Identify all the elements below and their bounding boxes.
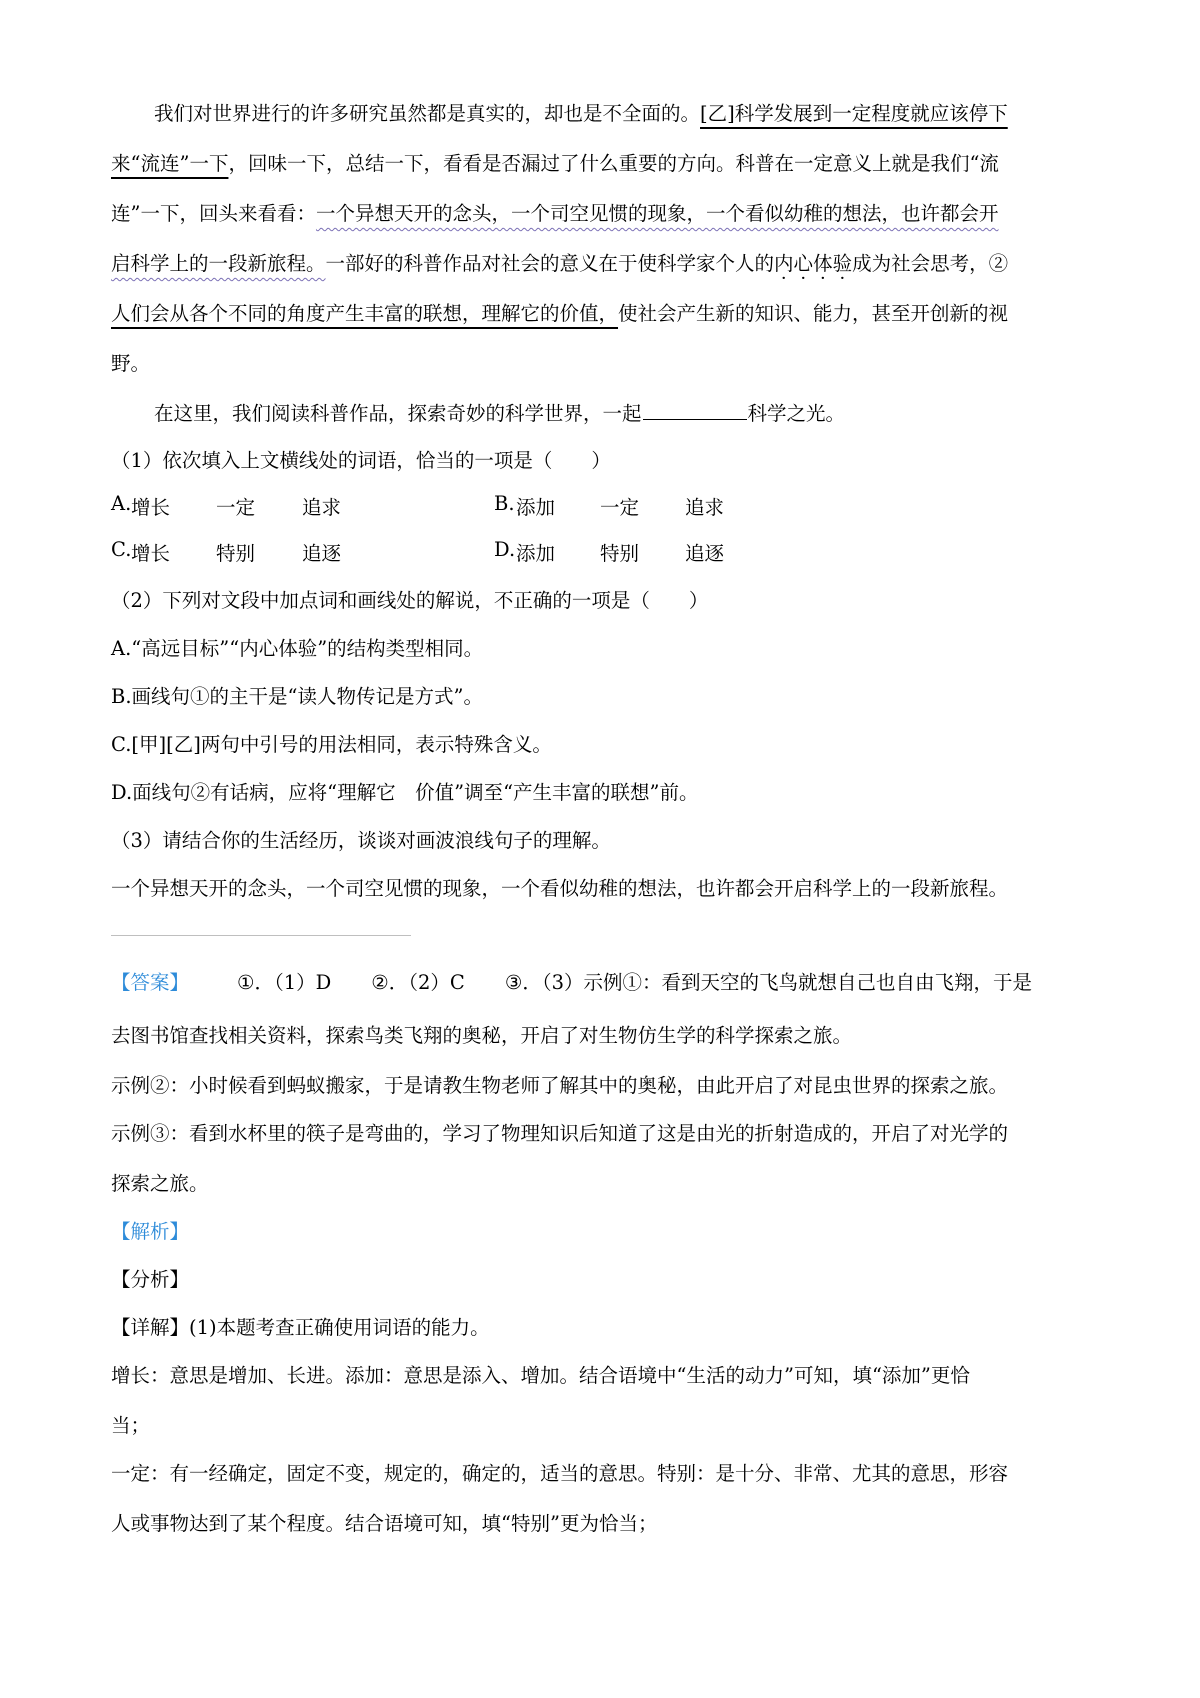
- passage-line-4: [111, 248, 1101, 276]
- q3-stem: （3）请结合你的生活经历，谈谈对画波浪线句子的理解。: [111, 829, 611, 852]
- passage-text: ，回味一下，总结一下，看看是否漏过了什么重要的方向。科普在一定意义上就是我们“流: [228, 152, 999, 175]
- passage-text: 科学之光。: [747, 402, 846, 425]
- option-b-word-2: 一定: [600, 496, 640, 519]
- dotted-char: 内: [774, 252, 794, 275]
- passage-text: 使社会产生新的知识、能力，甚至开创新的视: [618, 302, 1009, 325]
- option-d-word-1: 添加: [516, 542, 556, 565]
- option-a-word-1: 增长: [131, 496, 171, 519]
- passage-line-5: [111, 298, 1101, 326]
- option-letter-a: A.: [111, 492, 132, 515]
- q1-stem: （1）依次填入上文横线处的词语，恰当的一项是（ ）: [111, 449, 611, 472]
- option-a-word-2: 一定: [216, 496, 256, 519]
- answer-example-3: 示例③：看到水杯里的筷子是弯曲的，学习了物理知识后知道了这是由光的折射造成的，开启了对光学的: [111, 1122, 1009, 1145]
- analysis-tag: 【解析】: [111, 1220, 190, 1243]
- passage-line-3: [111, 198, 1101, 226]
- answer-example-2: 示例②：小时候看到蚂蚁搬家，于是请教生物老师了解其中的奥秘，由此开启了对昆虫世界的探索之旅。: [111, 1074, 1009, 1097]
- option-d-word-3: 追逐: [685, 542, 725, 565]
- underlined-sentence-2: 人们会从各个不同的角度产生丰富的联想，理解它的价值，: [111, 302, 619, 325]
- answer-example-3-cont: 探索之旅。: [111, 1172, 209, 1195]
- option-letter-c: C.: [111, 538, 132, 561]
- passage-text: 在这里，我们阅读科普作品，探索奇妙的科学世界，一起: [154, 402, 642, 425]
- passage-text: 一部好的科普作品对社会的意义在于使科学家个人的: [325, 252, 775, 275]
- passage-paragraph-2: [111, 398, 1144, 426]
- q2-stem: （2）下列对文段中加点词和画线处的解说，不正确的一项是（ ）: [111, 589, 709, 612]
- dotted-char: 体: [813, 252, 833, 275]
- answer-1: ①．（1）D: [237, 971, 332, 994]
- detail-para-2-cont: 人或事物达到了某个程度。结合语境可知，填“特别”更为恰当；: [111, 1512, 658, 1535]
- option-letter-d: D.: [494, 538, 516, 561]
- option-b-word-1: 添加: [516, 496, 556, 519]
- fenxi-heading: 【分析】: [111, 1268, 190, 1291]
- option-c-word-3: 追逐: [302, 542, 342, 565]
- passage-line-1: [111, 98, 1144, 126]
- answer-2: ②．（2）C: [371, 971, 465, 994]
- detail-heading: 【详解】(1)本题考查正确使用词语的能力。: [111, 1316, 490, 1339]
- dotted-char: 心: [793, 252, 814, 275]
- detail-para-1: 增长：意思是增加、长进。添加：意思是添入、增加。结合语境中“生活的动力”可知，填“添加”更恰: [111, 1364, 970, 1387]
- dotted-char: 验: [832, 252, 853, 275]
- q2-option-b: B.画线句①的主干是“读人物传记是方式”。: [111, 685, 483, 708]
- detail-para-1-cont: 当；: [111, 1414, 151, 1437]
- option-c-word-2: 特别: [216, 542, 256, 565]
- passage-line-6: [111, 348, 1101, 376]
- divider: [111, 935, 411, 936]
- wavy-sentence-cont: 启科学上的一段新旅程。: [111, 252, 326, 275]
- q2-option-c: C.[甲][乙]两句中引号的用法相同，表示特殊含义。: [111, 733, 552, 756]
- answer-3: ③．（3）示例①：看到天空的飞鸟就想自己也自由飞翔，于是: [504, 971, 1032, 994]
- underlined-sentence-yi: [乙]科学发展到一定程度就应该停下: [700, 102, 1008, 125]
- option-letter-b: B.: [494, 492, 515, 515]
- answer-line: [111, 967, 1101, 995]
- underlined-sentence-yi-cont: 来“流连”一下: [111, 152, 229, 175]
- passage-text: 成为社会思考，②: [852, 252, 1009, 275]
- q3-sentence: 一个异想天开的念头，一个司空见惯的现象，一个看似幼稚的想法，也许都会开启科学上的一段新旅程。: [111, 877, 1009, 900]
- passage-text: 连”一下，回头来看看：: [111, 202, 316, 225]
- option-b-word-3: 追求: [685, 496, 725, 519]
- passage-line-2: [111, 148, 1101, 176]
- q2-option-a: A.“高远目标”“内心体验”的结构类型相同。: [111, 637, 484, 660]
- option-c-word-1: 增长: [131, 542, 171, 565]
- wavy-sentence: 一个异想天开的念头，一个司空见惯的现象，一个看似幼稚的想法，也许都会开: [315, 202, 999, 225]
- option-a-word-3: 追求: [302, 496, 342, 519]
- answer-3-cont: 去图书馆查找相关资料，探索鸟类飞翔的奥秘，开启了对生物仿生学的科学探索之旅。: [111, 1024, 853, 1047]
- passage-text: 野。: [111, 352, 151, 375]
- q2-option-d: D.面线句②有话病，应将“理解它 价值”调至“产生丰富的联想”前。: [111, 781, 699, 804]
- passage-text: 我们对世界进行的许多研究虽然都是真实的，却也是不全面的。: [154, 102, 701, 125]
- detail-para-2: 一定：有一经确定，固定不变，规定的，确定的，适当的意思。特别：是十分、非常、尤其的意思，形容: [111, 1462, 1009, 1485]
- answer-tag: 【答案】: [111, 971, 190, 994]
- option-d-word-2: 特别: [600, 542, 640, 565]
- fill-blank: [643, 418, 747, 420]
